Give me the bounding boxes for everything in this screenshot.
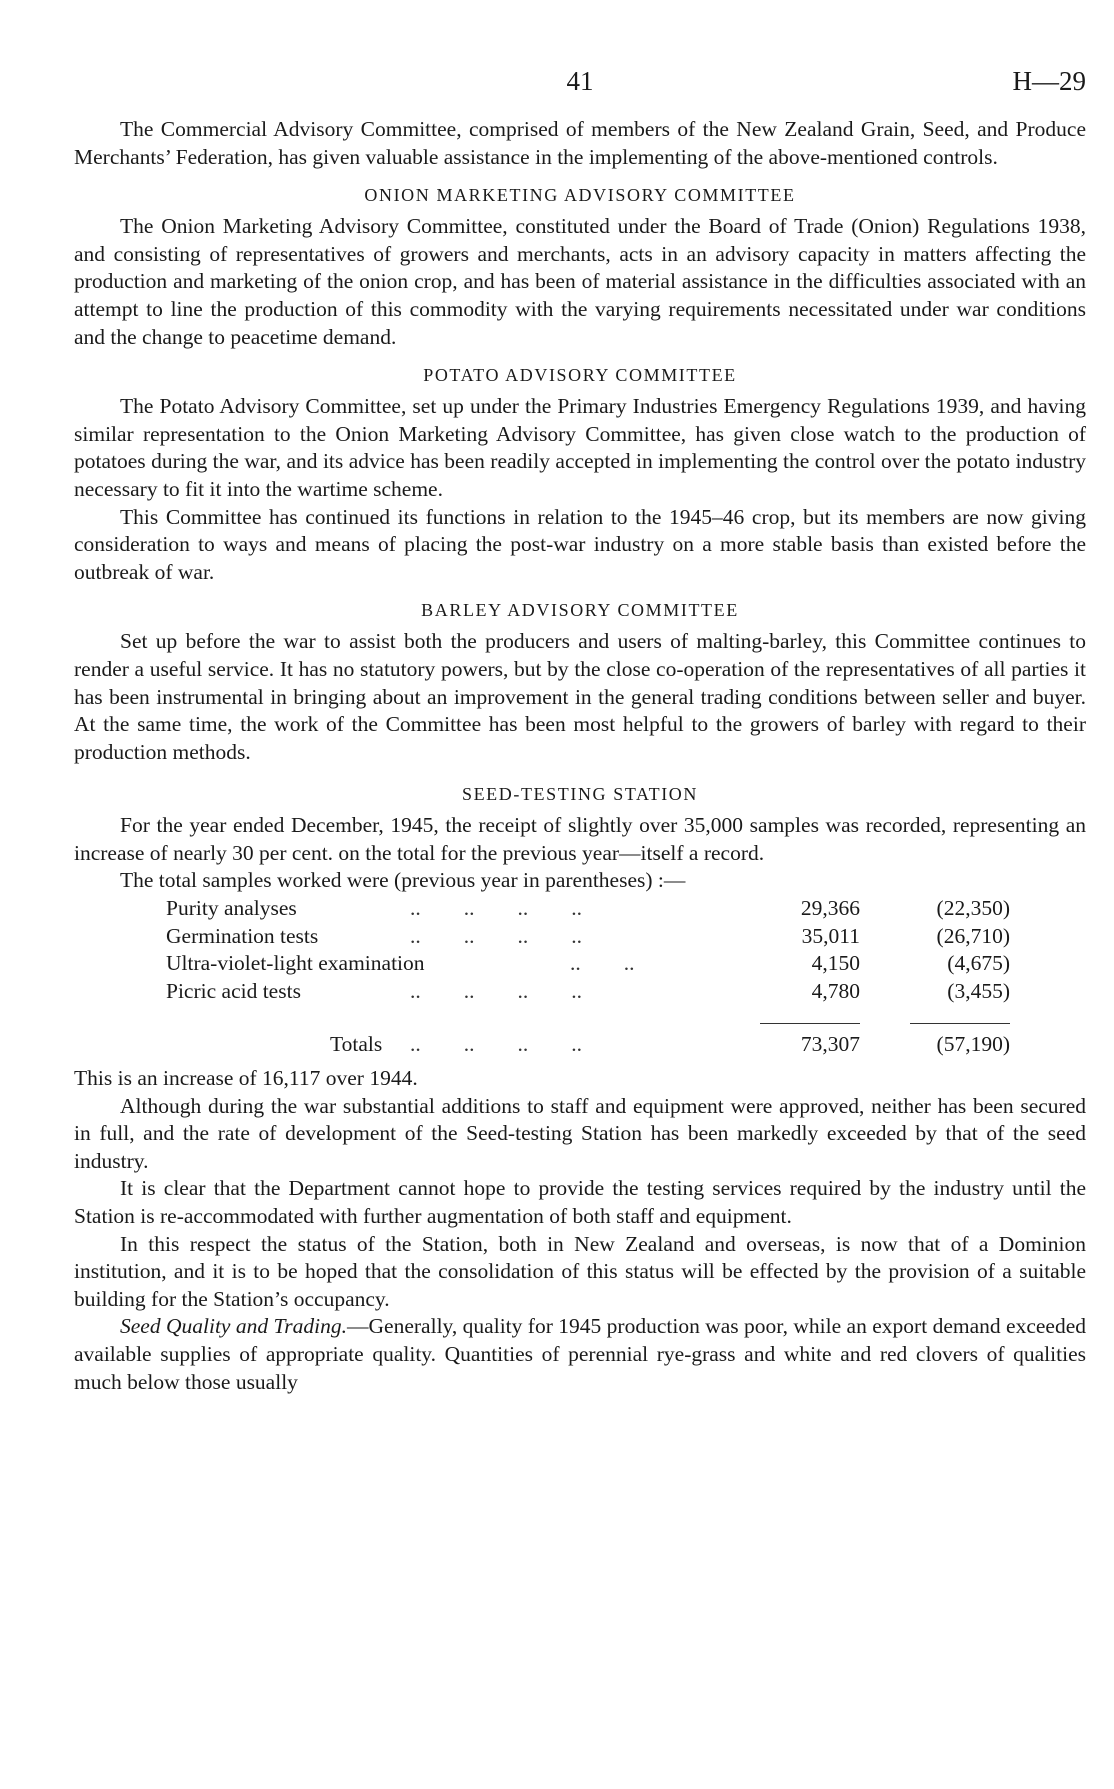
- potato-heading: POTATO ADVISORY COMMITTEE: [423, 365, 737, 386]
- row-leaders: .. ..: [570, 951, 635, 976]
- row-label: Germination tests: [166, 923, 319, 948]
- potato-paragraph-2: This Committee has continued its functions in relation to the 1945–46 crop, but its members are now giving consideration to ways and means of placing the post-war industry on a more stable basis than existed before the outbreak of war.: [74, 504, 1086, 584]
- barley-paragraph: Set up before the war to assist both the producers and users of malting-barley, this Committee continues to render a useful service. It has no statutory powers, but by the close co-operation of the representatives of all parties it has been instrumental in bringing about an improvement in the general trading conditions between seller and buyer. At the same time, the work of the Committee has been most helpful to the growers of barley with regard to their production methods.: [74, 629, 1086, 764]
- page-number: 41: [566, 66, 594, 96]
- table-row: [120, 978, 1060, 1006]
- onion-paragraph: The Onion Marketing Advisory Committee, constituted under the Board of Trade (Onion) Regulations 1938, and consisting of representatives of growers and merchants, acts in an advisory capacity in matters affecting the production and marketing of the onion crop, and has been of material assistance in the difficulties associated with an attempt to line the production of this commodity with the varying requirements necessitated under war conditions and the change to peacetime demand.: [74, 214, 1086, 349]
- row-previous: (3,455): [947, 978, 1010, 1003]
- row-previous: (4,675): [947, 951, 1010, 976]
- row-label: Purity analyses: [166, 896, 297, 921]
- onion-heading: ONION MARKETING ADVISORY COMMITTEE: [364, 185, 796, 206]
- totals-rule-row: [120, 1005, 1060, 1031]
- row-leaders: .. .. .. ..: [410, 978, 582, 1003]
- row-label: Ultra-violet-light examination: [166, 951, 425, 976]
- seed-paragraph-3: It is clear that the Department cannot hope to provide the testing services required by the industry until the Station is re-accommodated with further augmentation of both staff and equipment.: [74, 1176, 1086, 1228]
- totals-label: Totals: [330, 1032, 383, 1057]
- seed-quality-text: —Generally, quality for 1945 production was poor, while an export demand exceeded available supplies of appropriate quality. Quantities of perennial rye-grass and white and red clovers of qualities much below those usually: [74, 1314, 1087, 1394]
- row-leaders: .. .. .. ..: [410, 896, 582, 921]
- seed-paragraph-2: Although during the war substantial additions to staff and equipment were approved, neither has been secured in full, and the rate of development of the Seed-testing Station has been markedly exceeded by that of the seed industry.: [74, 1093, 1086, 1173]
- totals-previous: (57,190): [936, 1032, 1010, 1057]
- intro-paragraph: The Commercial Advisory Committee, comprised of members of the New Zealand Grain, Seed, and Produce Merchants’ Federation, has given valuable assistance in the implementing of the above-mentioned controls.: [74, 117, 1086, 169]
- current-total-rule: [760, 1023, 860, 1024]
- barley-heading: BARLEY ADVISORY COMMITTEE: [421, 600, 739, 621]
- totals-leaders: .. .. .. ..: [410, 1032, 582, 1057]
- row-current: 35,011: [801, 923, 860, 948]
- page-header: [74, 66, 1086, 106]
- potato-paragraph-1: The Potato Advisory Committee, set up under the Primary Industries Emergency Regulations 1939, and having similar representation to the Onion Marketing Advisory Committee, has given close watch to the production of potatoes during the war, and its advice has been readily accepted in implementing the control over the potato industry necessary to fit it into the wartime scheme.: [74, 394, 1086, 501]
- row-current: 29,366: [800, 896, 860, 921]
- seed-quality-paragraph: [74, 1313, 1086, 1396]
- seed-table-caption: The total samples worked were (previous year in parentheses) :—: [120, 868, 686, 893]
- row-label: Picric acid tests: [166, 978, 301, 1003]
- previous-total-rule: [910, 1023, 1010, 1024]
- row-previous: (26,710): [936, 923, 1010, 948]
- document-page: [74, 66, 1086, 1396]
- samples-table: [120, 895, 1060, 1059]
- table-row: [120, 895, 1060, 923]
- totals-current: 73,307: [800, 1032, 860, 1057]
- seed-testing-heading: SEED-TESTING STATION: [461, 784, 699, 805]
- table-row: [120, 923, 1060, 951]
- row-previous: (22,350): [936, 896, 1010, 921]
- seed-paragraph-4: In this respect the status of the Station, both in New Zealand and overseas, is now that of a Dominion institution, and it is to be hoped that the consolidation of this status will be effected by the provision of a suitable building for the Station’s occupancy.: [74, 1231, 1086, 1311]
- row-leaders: .. .. .. ..: [410, 923, 582, 948]
- seed-increase-paragraph: This is an increase of 16,117 over 1944.: [74, 1066, 418, 1091]
- row-current: 4,780: [811, 978, 860, 1003]
- seed-paragraph-1: For the year ended December, 1945, the receipt of slightly over 35,000 samples was recorded, representing an increase of nearly 30 per cent. on the total for the previous year—itself a record.: [74, 813, 1086, 865]
- totals-row: [120, 1031, 1060, 1059]
- table-row: [120, 950, 1060, 978]
- row-current: 4,150: [811, 951, 860, 976]
- seed-quality-title: Seed Quality and Trading.: [120, 1314, 348, 1339]
- report-code: H—29: [1012, 66, 1086, 96]
